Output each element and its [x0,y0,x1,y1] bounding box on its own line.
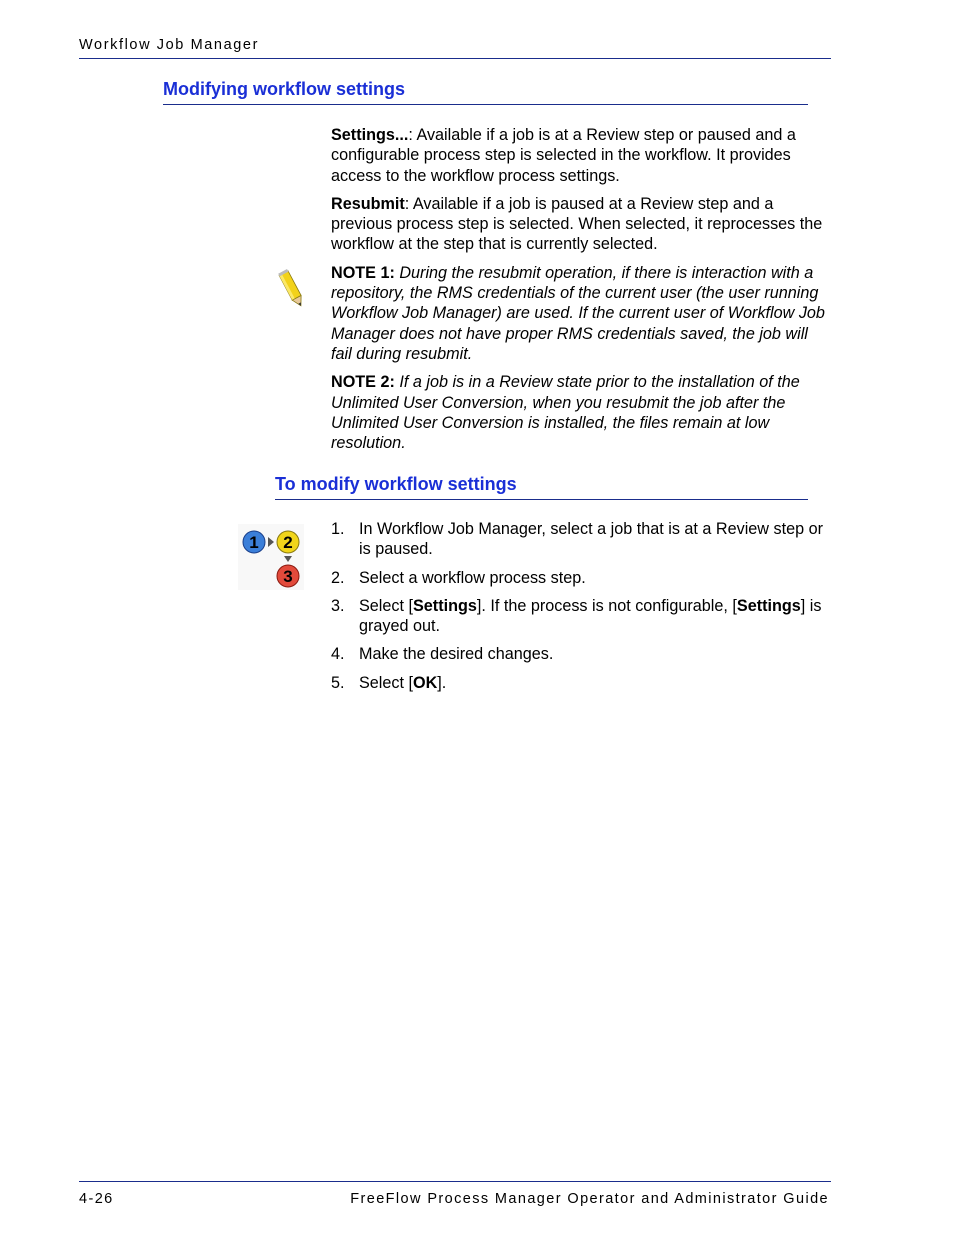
step-text: Make the desired changes. [359,645,554,664]
step-icon-digit-2: 2 [283,533,293,552]
step-item [331,568,831,588]
note-1-label: NOTE 1: [331,263,395,282]
step-item [331,673,831,693]
ok-bold: OK [413,673,438,692]
resubmit-text: : Available if a job is paused at a Review step and a previous process step is selected. When selected, it reprocesses the workflow at the step that is currently selected. [331,194,823,254]
step-icon-digit-1: 1 [249,533,259,552]
guide-title: FreeFlow Process Manager Operator and Administrator Guide [350,1191,829,1207]
note-2 [331,372,831,453]
step-number: 3. [331,596,345,615]
section-heading: Modifying workflow settings [163,79,405,99]
running-header: Workflow Job Manager [79,37,260,53]
settings-bold: Settings [736,596,801,615]
step-item [331,596,831,637]
note-1-text: During the resubmit operation, if there is interaction with a repository, the RMS credentials of the current user (the user running Workflow Job Manager) are used. If the current user of Workflow Job Manager does not have proper RMS credentials saved, the job will fail during resubmit. [331,263,825,363]
footer-rule [79,1181,831,1182]
step-number: 4. [331,645,345,664]
step-item [331,519,831,560]
settings-bold: Settings [413,596,477,615]
step-number: 1. [331,520,345,538]
note-1 [331,263,831,364]
procedure-heading-rule [275,499,808,500]
step-item [331,644,831,664]
header-rule [79,58,831,59]
procedure-steps [331,519,831,701]
resubmit-term: Resubmit [331,194,405,213]
section-heading-rule [163,104,808,105]
note-2-text: If a job is in a Review state prior to the installation of the Unlimited User Conversion, when you resubmit the job after the Unlimited User Conversion is installed, the files remain at low resolution. [331,373,800,453]
numbered-steps-icon [238,524,304,590]
pencil-note-icon [276,268,308,310]
note-2-label: NOTE 2: [331,373,395,392]
settings-text: : Available if a job is at a Review step or paused and a configurable process step is selected in the workflow. It provides access to the workflow process settings. [331,126,796,185]
step-icon-digit-3: 3 [283,567,293,586]
step-text: Select [OK]. [359,673,447,692]
settings-paragraph [331,125,831,186]
step-text: Select [Settings]. If the process is not configurable, [Settings] is grayed out. [359,596,822,636]
step-text: Select a workflow process step. [359,568,586,587]
resubmit-paragraph [331,194,831,255]
step-number: 2. [331,568,345,587]
procedure-heading: To modify workflow settings [275,474,517,494]
step-number: 5. [331,673,345,692]
step-text: In Workflow Job Manager, select a job that is at a Review step or is paused. [359,520,823,559]
settings-term: Settings... [331,126,409,144]
settings-description [331,125,831,461]
page-number: 4-26 [79,1191,114,1207]
